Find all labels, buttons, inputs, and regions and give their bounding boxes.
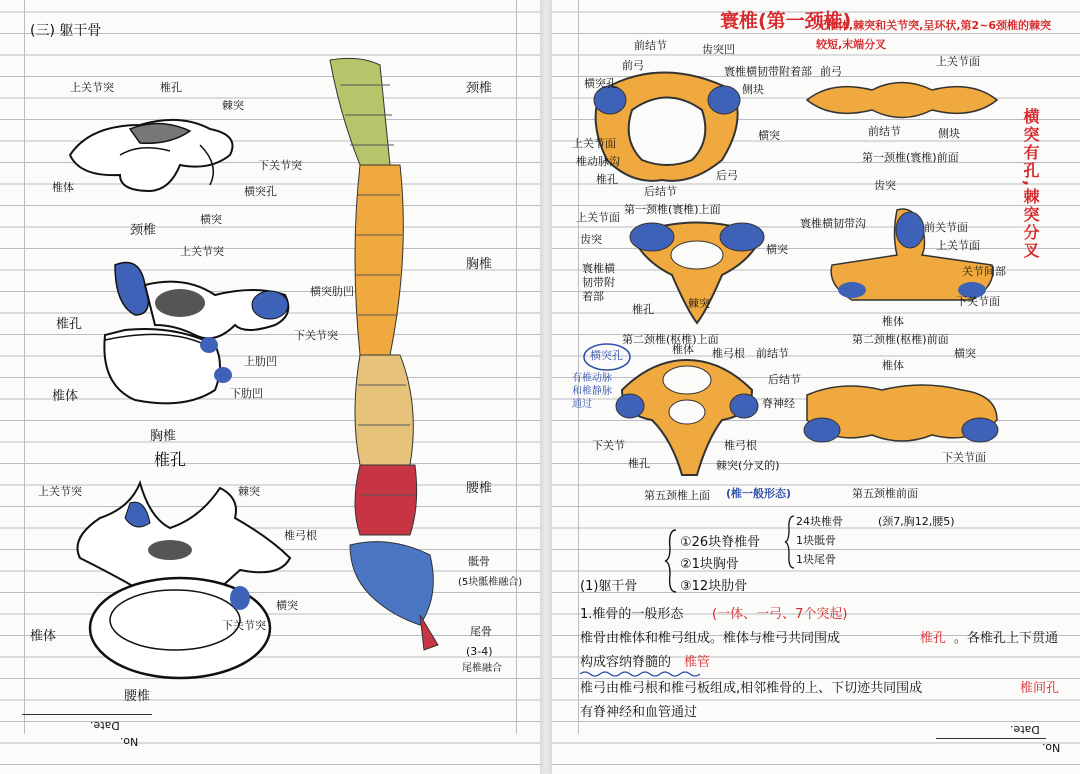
atlas-note-text: 无椎体,棘突和关节突,呈环状,第2~6颈椎的棘突较短,末端分叉	[816, 19, 1052, 51]
axis-front-label-2: 寰椎横韧带沟	[800, 217, 866, 230]
lumbar-label-1: 上关节突	[38, 485, 82, 498]
summary-heading: (1)躯干骨	[580, 579, 638, 594]
left-footer-line-1	[22, 714, 152, 715]
summary-sub-1: 24块椎骨	[796, 515, 843, 528]
axis-front-label-4: 上关节面	[936, 239, 980, 252]
axis-top-label-4: 椎孔	[632, 303, 654, 316]
lumbar-vertebra-drawing	[60, 478, 300, 688]
section-title: (三) 躯干骨	[30, 23, 102, 39]
thoracic-vertebra-drawing	[95, 255, 305, 425]
thoracic-label-1: 上关节突	[180, 245, 224, 258]
right-footer-no: No.	[1042, 741, 1061, 754]
c5-top-label-1: 横突孔	[590, 349, 623, 362]
lumbar-label-3: 椎弓根	[284, 529, 317, 542]
atlas-top-caption: 第一颈椎(寰椎)上面	[624, 203, 721, 216]
summary-item-1: ①26块脊椎骨	[680, 535, 761, 550]
notes-line4-red: 椎间孔	[1020, 681, 1060, 696]
lumbar-label-6: 下关节突	[222, 619, 266, 632]
cervical-label-2: 椎孔	[160, 81, 182, 94]
spine-label-cervical: 颈椎	[466, 81, 493, 96]
atlas-top-label-10: 后结节	[644, 185, 677, 198]
spine-label-sacrum-note: (5块骶椎融合)	[458, 577, 523, 588]
cervical-label-5: 椎体	[52, 181, 74, 194]
cervical-label-4: 下关节突	[258, 159, 302, 172]
axis-top-caption: 第二颈椎(枢椎)上面	[622, 333, 719, 346]
atlas-top-label-1: 前结节	[634, 39, 667, 52]
thoracic-label-2: 横突肋凹	[310, 285, 354, 298]
cervical-label-1: 上关节突	[70, 81, 114, 94]
atlas-front-label-3: 前结节	[868, 125, 901, 138]
c5-top-label-3: 椎体	[672, 343, 694, 356]
c5-front-caption: 第五颈椎前面	[852, 487, 918, 500]
thoracic-caption: 胸椎	[150, 429, 177, 444]
notes-line1-prefix: 1.椎骨的一般形态	[580, 607, 684, 622]
right-notebook-page	[552, 0, 1080, 774]
c5-top-label-2: 有椎动脉和椎静脉通过	[572, 373, 612, 410]
atlas-front-label-4: 侧块	[938, 127, 960, 140]
thoracic-label-3: 椎孔	[56, 317, 83, 332]
summary-sub-brace	[784, 514, 796, 570]
summary-brace	[664, 528, 678, 594]
summary-sub-2: 1块骶骨	[796, 534, 836, 547]
lumbar-label-4: 椎体	[30, 629, 57, 644]
axis-top-label-1: 上关节面	[576, 211, 620, 224]
spine-label-lumbar: 腰椎	[466, 481, 493, 496]
thoracic-label-4: 下关节突	[294, 329, 338, 342]
side-note: 横突有孔,棘突分叉	[1021, 108, 1040, 261]
thoracic-label-5: 上肋凹	[244, 355, 277, 368]
right-footer-date: Date.	[1010, 723, 1040, 736]
c5-top-label-9: 椎孔	[628, 457, 650, 470]
cervical-caption: 颈椎	[130, 223, 157, 238]
c5-top-label-5: 前结节	[756, 347, 789, 360]
notes-line2-red: 椎孔	[920, 631, 947, 646]
notes-line2b: 。各椎孔上下贯通	[954, 631, 1059, 646]
notes-line3-red: 椎管	[684, 655, 711, 670]
axis-front-label-6: 下关节面	[956, 295, 1000, 308]
axis-top-label-3: 寰椎横韧带附着部	[582, 262, 615, 303]
notes-line2a: 椎骨由椎体和椎弓组成。椎体与椎弓共同围成	[580, 631, 841, 646]
right-footer-line	[936, 738, 1046, 739]
atlas-top-label-12: 横突	[758, 129, 780, 142]
atlas-top-label-2: 齿突凹	[702, 43, 735, 56]
c5-top-note: (椎一般形态)	[726, 487, 792, 500]
atlas-front-drawing	[802, 70, 1002, 130]
cervical-label-3: 棘突	[222, 99, 244, 112]
spine-label-coccyx: 尾骨	[470, 625, 492, 638]
axis-top-label-6: 横突	[766, 243, 788, 256]
atlas-top-label-7: 上关节面	[572, 137, 616, 150]
atlas-top-label-8: 椎动脉沟	[576, 155, 620, 168]
c5-top-label-8: 下关节	[592, 439, 625, 452]
c5-top-label-11: 棘突(分叉的)	[716, 459, 780, 472]
spine-label-sacrum: 骶骨	[468, 555, 490, 568]
axis-front-label-3: 前关节面	[924, 221, 968, 234]
atlas-top-label-11: 后弓	[716, 169, 738, 182]
axis-front-label-5: 关节间部	[962, 265, 1006, 278]
atlas-top-label-3: 前弓	[622, 59, 644, 72]
notes-line3: 构成容纳脊髓的	[580, 655, 672, 670]
atlas-top-label-9: 椎孔	[596, 173, 618, 186]
summary-sub-detail: (颈7,胸12,腰5)	[878, 515, 955, 528]
summary-item-3: ③12块肋骨	[680, 579, 748, 594]
axis-top-label-2: 齿突	[580, 233, 602, 246]
atlas-front-caption: 第一颈椎(寰椎)前面	[862, 151, 959, 164]
spine-label-coccyx-count: (3-4)	[466, 645, 493, 658]
c5-front-label-1: 椎体	[882, 359, 904, 372]
axis-front-label-1: 齿突	[874, 179, 896, 192]
c5-front-drawing	[802, 375, 1002, 450]
lumbar-label-2: 棘突	[238, 485, 260, 498]
right-page-margin-left	[578, 0, 579, 734]
c5-front-label-2: 横突	[954, 347, 976, 360]
notes-wavy-underline	[580, 670, 700, 678]
atlas-top-label-5: 寰椎横韧带附着部	[724, 65, 812, 78]
spine-label-thoracic: 胸椎	[466, 257, 493, 272]
notes-line5: 有脊神经和血管通过	[580, 705, 698, 720]
c5-top-label-6: 后结节	[768, 373, 801, 386]
right-margin-line	[516, 0, 517, 734]
c5-front-label-3: 下关节面	[942, 451, 986, 464]
axis-front-label-7: 椎体	[882, 315, 904, 328]
notes-line1-highlight: (一体、一弓、7个突起)	[712, 607, 848, 622]
cervical-label-7: 横突	[200, 213, 222, 226]
thoracic-label-6: 椎体	[52, 389, 79, 404]
atlas-front-label-2: 上关节面	[936, 55, 980, 68]
summary-sub-3: 1块尾骨	[796, 553, 836, 566]
cervical-label-6: 横突孔	[244, 185, 277, 198]
atlas-top-label-6: 侧块	[742, 83, 764, 96]
notes-line4a: 椎弓由椎弓根和椎弓板组成,相邻椎骨的上、下切迹共同围成	[580, 681, 923, 696]
thoracic-label-7: 下肋凹	[230, 387, 263, 400]
lumbar-label-5: 横突	[276, 599, 298, 612]
summary-item-2: ②1块胸骨	[680, 557, 739, 572]
c5-top-label-4: 椎弓根	[712, 347, 745, 360]
c5-top-label-10: 椎弓根	[724, 439, 757, 452]
left-footer-date: Date.	[90, 719, 120, 732]
left-margin-line	[24, 0, 25, 734]
atlas-front-label-1: 前弓	[820, 65, 842, 78]
spine-label-coccyx-note: 尾椎融合	[462, 663, 502, 674]
axis-top-label-5: 棘突	[688, 297, 710, 310]
spine-column-drawing	[320, 55, 470, 655]
atlas-note-title: 寰椎(第一颈椎)	[720, 10, 852, 32]
c5-top-label-7: 脊神经	[762, 397, 795, 410]
lumbar-caption: 腰椎	[124, 689, 151, 704]
left-footer-no: No.	[120, 735, 139, 748]
atlas-top-label-4: 横突孔	[584, 77, 617, 90]
lumbar-top-label: 椎孔	[154, 450, 187, 469]
axis-front-caption: 第二颈椎(枢椎)前面	[852, 333, 949, 346]
c5-top-caption: 第五颈椎上面	[644, 489, 710, 502]
